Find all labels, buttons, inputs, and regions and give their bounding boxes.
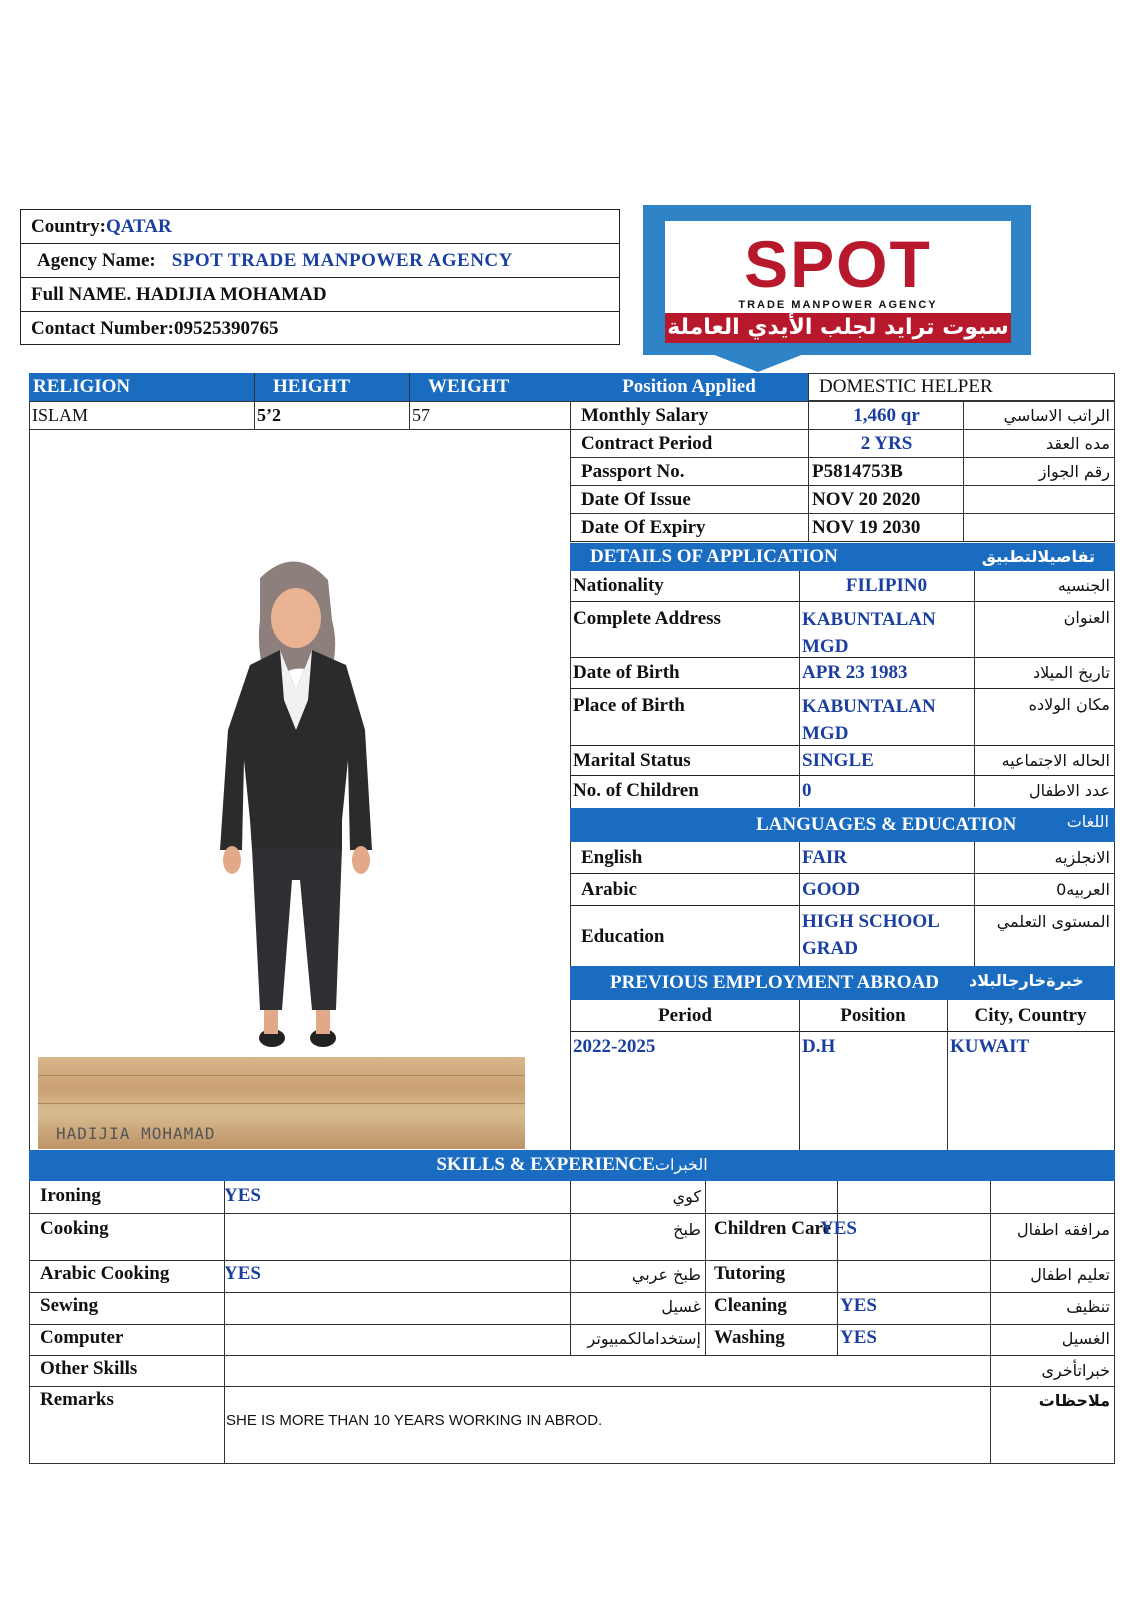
skill-label: Cleaning (714, 1295, 787, 1316)
contact-row (21, 312, 619, 346)
skill-label: Arabic Cooking (40, 1263, 170, 1284)
skill-value: YES (820, 1218, 857, 1239)
skill-label: Cooking (40, 1218, 109, 1239)
country-value: QATAR (105, 215, 172, 237)
agency-label: Agency Name: (37, 249, 156, 271)
applicant-photo (200, 550, 400, 1110)
languages-title-arabic: اللغات (1066, 812, 1109, 831)
divider (808, 401, 809, 542)
employment-col-headers (571, 1000, 1114, 1032)
agency-value: SPOT TRADE MANPOWER AGENCY (171, 249, 513, 271)
country-row (21, 210, 619, 244)
details-title: DETAILS OF APPLICATION (590, 546, 838, 567)
details-arabic: مكان الولاده (1028, 695, 1110, 714)
divider (705, 1181, 706, 1355)
details-table (570, 571, 1115, 809)
face-shape (271, 588, 321, 648)
logo-arabic: سبوت ترايد لجلب الأيدي العاملة (665, 313, 1011, 343)
ankle-shape (316, 1010, 330, 1034)
details-row (571, 602, 1114, 658)
remarks-label: Remarks (40, 1389, 114, 1410)
logo-subtitle: TRADE MANPOWER AGENCY (738, 299, 938, 311)
skill-arabic: إستخدامالكمبيوتر (587, 1329, 701, 1348)
skill-value: YES (840, 1295, 877, 1316)
language-row (571, 906, 1114, 966)
language-row (571, 842, 1114, 874)
religion-header: RELIGION (33, 376, 131, 397)
details-row (571, 658, 1114, 689)
full-name-row (21, 278, 619, 312)
details-label: Date of Birth (573, 662, 680, 683)
religion-value: ISLAM (32, 405, 89, 425)
divider (799, 842, 800, 966)
language-label: English (581, 847, 643, 868)
hand-shape (352, 846, 370, 874)
details-value: KABUNTALAN MGD (802, 696, 936, 744)
employment-title: PREVIOUS EMPLOYMENT ABROAD (610, 972, 940, 993)
contract-row (570, 401, 1115, 430)
photo-caption: HADIJIA MOHAMAD (56, 1124, 216, 1143)
remarks-arabic: ملاحظات (1038, 1391, 1110, 1410)
education-label: Education (581, 926, 665, 947)
details-arabic: عدد الاطفال (1028, 781, 1110, 800)
language-arabic: العربيه0 (1056, 880, 1110, 899)
remarks-text: SHE IS MORE THAN 10 YEARS WORKING IN ABROD. (226, 1412, 603, 1429)
contract-label: Monthly Salary (581, 405, 709, 426)
divider (799, 1000, 800, 1150)
divider (799, 571, 800, 807)
basic-header-bar (29, 373, 571, 401)
details-title-arabic: تفاصيلالتطبيق (981, 547, 1095, 566)
contract-row (570, 457, 1115, 486)
skill-arabic: الغسيل (1061, 1329, 1110, 1348)
skills-title-arabic: الخبرات (654, 1155, 708, 1174)
full-name: Full NAME. HADIJIA MOHAMAD (31, 283, 327, 305)
skill-arabic: طبخ عربي (631, 1265, 701, 1284)
divider (990, 1181, 991, 1464)
details-value: 0 (802, 780, 812, 801)
divider (224, 1181, 225, 1464)
skill-label: Children Care (714, 1218, 831, 1239)
divider (974, 842, 975, 966)
skill-arabic: مرافقه اطفال (1016, 1220, 1110, 1239)
employment-table (570, 1000, 1115, 1150)
logo-brand: SPOT (744, 227, 932, 301)
skill-arabic: كوي (672, 1187, 701, 1206)
divider (974, 571, 975, 807)
applicant-header-box (20, 209, 620, 345)
hand-shape (223, 846, 241, 874)
position-applied-value: DOMESTIC HELPER (808, 373, 1115, 401)
employment-position: D.H (802, 1036, 836, 1057)
education-value: HIGH SCHOOL GRAD (802, 911, 939, 959)
skill-label: Sewing (40, 1295, 99, 1316)
divider (30, 1260, 1114, 1261)
contract-value: 1,460 qr (853, 405, 920, 426)
details-label: No. of Children (573, 780, 699, 801)
details-row (571, 776, 1114, 806)
contract-label: Passport No. (581, 461, 685, 482)
details-header (570, 543, 1115, 571)
languages-title: LANGUAGES & EDUCATION (756, 814, 1017, 835)
skill-value: YES (224, 1185, 261, 1206)
skill-label: Washing (714, 1327, 785, 1348)
details-value: KABUNTALAN MGD (802, 609, 936, 657)
details-row (571, 689, 1114, 746)
employment-header (570, 966, 1115, 1000)
divider (837, 1181, 838, 1355)
details-arabic: الحاله الاجتماعيه (1001, 751, 1110, 770)
details-row (571, 746, 1114, 776)
agency-row (21, 244, 619, 278)
languages-table (570, 842, 1115, 966)
contract-value: NOV 19 2030 (812, 517, 921, 538)
height-value: 5’2 (257, 405, 281, 425)
contract-row (570, 513, 1115, 542)
divider (30, 1355, 1114, 1356)
details-label: Place of Birth (573, 695, 685, 716)
details-label: Marital Status (573, 750, 691, 771)
details-value: APR 23 1983 (802, 662, 908, 683)
contract-label: Date Of Expiry (581, 517, 706, 538)
skill-arabic: طبخ (673, 1220, 701, 1239)
details-value: SINGLE (802, 750, 874, 771)
contract-value: P5814753B (812, 461, 903, 482)
language-arabic: الانجلزيه (1054, 848, 1110, 867)
divider (947, 1000, 948, 1150)
skill-label: Computer (40, 1327, 124, 1348)
details-row (571, 571, 1114, 602)
skills-header (29, 1150, 1115, 1181)
employment-period: 2022-2025 (573, 1036, 656, 1057)
details-arabic: الجنسيه (1057, 576, 1110, 595)
weight-value: 57 (412, 405, 430, 425)
details-arabic: تاريخ الميلاد (1033, 663, 1110, 682)
skill-arabic: تعليم اطفال (1030, 1265, 1110, 1284)
jacket-shape (220, 650, 372, 850)
divider (30, 1386, 1114, 1387)
skills-table (29, 1181, 1115, 1464)
details-value: FILIPIN0 (845, 575, 928, 596)
other-skills-label: Other Skills (40, 1358, 138, 1379)
contract-arabic: رقم الجواز (1038, 462, 1110, 481)
trousers-shape (252, 848, 342, 1010)
logo-pointer (712, 354, 804, 372)
divider (30, 1324, 1114, 1325)
language-value: GOOD (802, 879, 861, 900)
contract-label: Date Of Issue (581, 489, 691, 510)
contract-value: 2 YRS (860, 433, 913, 454)
divider (30, 1292, 1114, 1293)
height-header: HEIGHT (273, 376, 351, 397)
employment-col-position: Position (840, 1005, 906, 1026)
details-label: Complete Address (573, 608, 721, 629)
skill-label: Ironing (40, 1185, 101, 1206)
photo-border-left (29, 430, 30, 1150)
employment-col-period: Period (658, 1005, 712, 1026)
skill-arabic: تنظيف (1066, 1297, 1110, 1316)
skill-arabic: غسيل (661, 1297, 701, 1316)
employment-title-arabic: خبرةخارجالبلاد (969, 971, 1084, 990)
language-row (571, 874, 1114, 906)
skill-value: YES (224, 1263, 261, 1284)
language-label: Arabic (581, 879, 637, 900)
language-value: FAIR (802, 847, 848, 868)
country-label: Country: (31, 215, 106, 237)
skills-title-wrap (29, 1154, 1115, 1176)
contract-row (570, 485, 1115, 514)
skill-value: YES (840, 1327, 877, 1348)
divider (963, 401, 964, 542)
skills-title: SKILLS & EXPERIENCE (436, 1154, 655, 1175)
contact-number: Contact Number:09525390765 (31, 318, 279, 339)
education-arabic: المستوى التعلمي (996, 912, 1110, 931)
contract-label: Contract Period (581, 433, 713, 454)
basic-values-row (29, 401, 571, 430)
languages-header (570, 808, 1115, 842)
other-skills-arabic: خبراتأخرى (1041, 1361, 1110, 1380)
weight-header: WEIGHT (428, 376, 510, 397)
contract-row (570, 429, 1115, 458)
employment-city: KUWAIT (950, 1036, 1030, 1057)
skill-label: Tutoring (714, 1263, 786, 1284)
agency-logo (643, 205, 1031, 355)
details-arabic: العنوان (1063, 608, 1110, 627)
divider (30, 1213, 1114, 1214)
ankle-shape (264, 1010, 278, 1034)
position-applied-label: Position Applied (570, 373, 808, 401)
details-label: Nationality (573, 575, 664, 596)
contract-value: NOV 20 2020 (812, 489, 921, 510)
contract-arabic: مده العقد (1046, 434, 1110, 453)
contract-arabic: الراتب الاساسي (1003, 406, 1110, 425)
employment-col-city: City, Country (974, 1005, 1087, 1026)
